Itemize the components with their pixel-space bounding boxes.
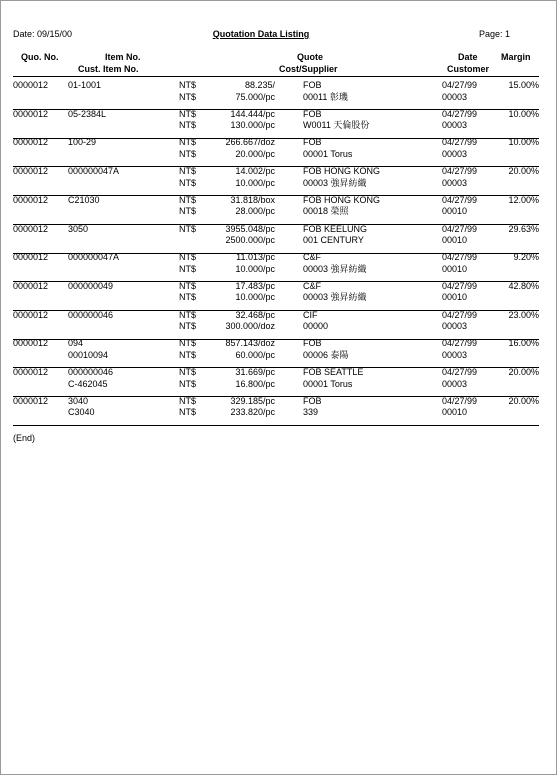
margin-cell: 20.00% [508, 395, 539, 406]
quote-price-cell: 11.013/pc [236, 252, 275, 263]
item-no-cell: 094 [68, 338, 84, 349]
trade-term-cell: FOB KEELUNG [303, 223, 368, 234]
cost-price-cell: 300.000/doz [225, 321, 275, 332]
cost-currency-cell: NT$ [179, 292, 197, 303]
customer-cell: 00003 [442, 120, 468, 131]
date-cell: 04/27/99 [442, 194, 478, 205]
table-row [13, 137, 539, 166]
table-row [13, 252, 539, 281]
margin-cell: 10.00% [508, 137, 539, 148]
quo-no-cell: 0000012 [13, 194, 49, 205]
header-rule [13, 76, 539, 77]
quote-currency-cell: NT$ [179, 395, 197, 406]
cost-price-cell: 10.000/pc [235, 263, 275, 274]
cost-price-cell: 16.800/pc [235, 378, 275, 389]
date-cell: 04/27/99 [442, 166, 478, 177]
trade-term-cell: C&F [303, 280, 321, 291]
report-date: Date: 09/15/00 [13, 29, 73, 39]
quote-price-cell: 329.185/pc [230, 395, 275, 406]
item-no-cell: 000000047A [68, 252, 120, 263]
supplier-cell: 00018 榮照 [303, 206, 349, 217]
quote-price-cell: 31.818/box [230, 194, 275, 205]
margin-cell: 16.00% [508, 338, 539, 349]
quote-currency-cell: NT$ [179, 137, 197, 148]
cost-price-cell: 2500.000/pc [225, 235, 275, 245]
supplier-cell: 00011 彰璣 [303, 91, 348, 102]
date-cell: 04/27/99 [442, 280, 478, 291]
trade-term-cell: FOB [303, 108, 322, 119]
col-quo-no: Quo. No. [21, 52, 59, 62]
date-cell: 04/27/99 [442, 252, 478, 263]
quo-no-cell: 0000012 [13, 367, 49, 377]
col-margin: Margin [501, 52, 531, 62]
page-number: Page: 1 [479, 29, 511, 39]
margin-cell: 9.20% [513, 252, 539, 263]
supplier-cell: 00001 Torus [303, 148, 353, 159]
cost-currency-cell: NT$ [179, 120, 197, 131]
item-no-cell: 3050 [68, 223, 89, 234]
date-cell: 04/27/99 [442, 367, 478, 377]
trade-term-cell: FOB HONG KONG [303, 194, 381, 205]
cost-price-cell: 10.000/pc [235, 177, 275, 188]
cost-price-cell: 75.000/pc [235, 91, 275, 102]
quo-no-cell: 0000012 [13, 80, 49, 90]
cost-price-cell: 10.000/pc [235, 292, 275, 303]
cost-currency-cell: NT$ [179, 349, 197, 360]
quote-currency-cell: NT$ [179, 80, 197, 90]
customer-cell: 00010 [442, 235, 468, 245]
quote-price-cell: 857.143/doz [225, 338, 275, 349]
trade-term-cell: FOB SEATTLE [303, 367, 364, 377]
quote-price-cell: 31.669/pc [235, 367, 275, 377]
cost-currency-cell: NT$ [179, 177, 197, 188]
cost-currency-cell: NT$ [179, 378, 197, 389]
quote-price-cell: 3955.048/pc [225, 223, 275, 234]
margin-cell: 20.00% [508, 166, 539, 177]
item-no-cell: 01-1001 [68, 80, 102, 90]
cost-price-cell: 130.000/pc [230, 120, 275, 131]
supplier-cell: 001 CENTURY [303, 235, 364, 245]
customer-cell: 00003 [442, 321, 468, 332]
customer-cell: 00003 [442, 148, 468, 159]
cost-price-cell: 20.000/pc [235, 148, 275, 159]
quo-no-cell: 0000012 [13, 338, 49, 349]
table-row [13, 367, 539, 396]
cost-currency-cell: NT$ [179, 148, 197, 159]
supplier-cell: 00000 [303, 321, 329, 332]
table-row [13, 396, 539, 425]
cost-currency-cell: NT$ [179, 407, 197, 418]
item-no-cell: 000000049 [68, 280, 114, 291]
date-cell: 04/27/99 [442, 80, 478, 90]
table-row [13, 224, 539, 253]
table-row [13, 195, 539, 224]
customer-cell: 00003 [442, 349, 468, 360]
cust-item-no-cell: 00010094 [68, 349, 109, 360]
trade-term-cell: FOB [303, 137, 322, 148]
date-cell: 04/27/99 [442, 309, 478, 320]
quo-no-cell: 0000012 [13, 223, 49, 234]
trade-term-cell: FOB [303, 395, 322, 406]
trade-term-cell: FOB HONG KONG [303, 166, 381, 177]
quo-no-cell: 0000012 [13, 137, 49, 148]
cost-currency-cell: NT$ [179, 91, 197, 102]
report-title: Quotation Data Listing [212, 29, 310, 39]
margin-cell: 23.00% [508, 309, 539, 320]
date-cell: 04/27/99 [442, 137, 478, 148]
quo-no-cell: 0000012 [13, 395, 49, 406]
customer-cell: 00010 [442, 206, 468, 217]
quote-price-cell: 14.002/pc [235, 166, 275, 177]
quo-no-cell: 0000012 [13, 252, 49, 263]
quo-no-cell: 0000012 [13, 309, 49, 320]
cost-price-cell: 28.000/pc [235, 206, 275, 217]
item-no-cell: 05-2384L [68, 108, 107, 119]
margin-cell: 29.63% [508, 223, 539, 234]
col-cost-supplier: Cost/Supplier [279, 64, 338, 74]
supplier-cell: 00006 泰陽 [303, 349, 349, 360]
table-row [13, 166, 539, 195]
cust-item-no-cell: C-462045 [68, 378, 108, 389]
quote-currency-cell: NT$ [179, 338, 197, 349]
quote-currency-cell: NT$ [179, 166, 197, 177]
table-row [13, 80, 539, 109]
quo-no-cell: 0000012 [13, 280, 49, 291]
customer-cell: 00003 [442, 91, 468, 102]
margin-cell: 42.80% [508, 280, 539, 291]
table-row [13, 281, 539, 310]
customer-cell: 00010 [442, 263, 468, 274]
customer-cell: 00010 [442, 292, 468, 303]
quote-price-cell: 144.444/pc [230, 108, 275, 119]
item-no-cell: 000000047A [68, 166, 120, 177]
date-cell: 04/27/99 [442, 395, 478, 406]
quote-currency-cell: NT$ [179, 309, 197, 320]
col-cust-item-no: Cust. Item No. [78, 64, 139, 74]
cust-item-no-cell: C3040 [68, 407, 95, 418]
date-cell: 04/27/99 [442, 338, 478, 349]
margin-cell: 20.00% [508, 367, 539, 377]
trade-term-cell: FOB [303, 338, 322, 349]
quote-price-cell: 32.468/pc [235, 309, 275, 320]
date-cell: 04/27/99 [442, 223, 478, 234]
cost-price-cell: 233.820/pc [230, 407, 275, 418]
supplier-cell: 00003 強昇紡織 [303, 292, 367, 303]
item-no-cell: 000000046 [68, 367, 114, 377]
cost-currency-cell: NT$ [179, 263, 197, 274]
row-separator [13, 425, 539, 426]
cost-price-cell: 60.000/pc [235, 349, 275, 360]
trade-term-cell: FOB [303, 80, 322, 90]
table-row [13, 109, 539, 138]
col-quote: Quote [297, 52, 323, 62]
cost-currency-cell: NT$ [179, 206, 197, 217]
table-row [13, 338, 539, 367]
date-cell: 04/27/99 [442, 108, 478, 119]
item-no-cell: 100-29 [68, 137, 97, 148]
cost-currency-cell: NT$ [179, 321, 197, 332]
col-customer: Customer [447, 64, 490, 74]
quo-no-cell: 0000012 [13, 108, 49, 119]
item-no-cell: C21030 [68, 194, 100, 205]
quote-currency-cell: NT$ [179, 108, 197, 119]
col-date: Date [458, 52, 478, 62]
quote-price-cell: 88.235/ [244, 80, 275, 90]
trade-term-cell: C&F [303, 252, 321, 263]
trade-term-cell: CIF [303, 309, 318, 320]
customer-cell: 00003 [442, 177, 468, 188]
item-no-cell: 000000046 [68, 309, 114, 320]
supplier-cell: 339 [303, 407, 319, 418]
supplier-cell: 00003 強昇紡織 [303, 177, 367, 188]
col-item-no: Item No. [105, 52, 141, 62]
end-marker: (End) [13, 433, 36, 443]
margin-cell: 15.00% [508, 80, 539, 90]
customer-cell: 00010 [442, 407, 468, 418]
quote-price-cell: 266.667/doz [225, 137, 275, 148]
margin-cell: 10.00% [508, 108, 539, 119]
quote-currency-cell: NT$ [179, 367, 197, 377]
supplier-cell: 00003 強昇紡織 [303, 263, 367, 274]
quo-no-cell: 0000012 [13, 166, 49, 177]
item-no-cell: 3040 [68, 395, 89, 406]
supplier-cell: 00001 Torus [303, 378, 353, 389]
quote-currency-cell: NT$ [179, 252, 197, 263]
supplier-cell: W0011 天倫股份 [303, 120, 370, 131]
table-row [13, 310, 539, 339]
quote-currency-cell: NT$ [179, 223, 197, 234]
quote-price-cell: 17.483/pc [235, 280, 275, 291]
quote-currency-cell: NT$ [179, 194, 197, 205]
margin-cell: 12.00% [508, 194, 539, 205]
customer-cell: 00003 [442, 378, 468, 389]
quote-currency-cell: NT$ [179, 280, 197, 291]
